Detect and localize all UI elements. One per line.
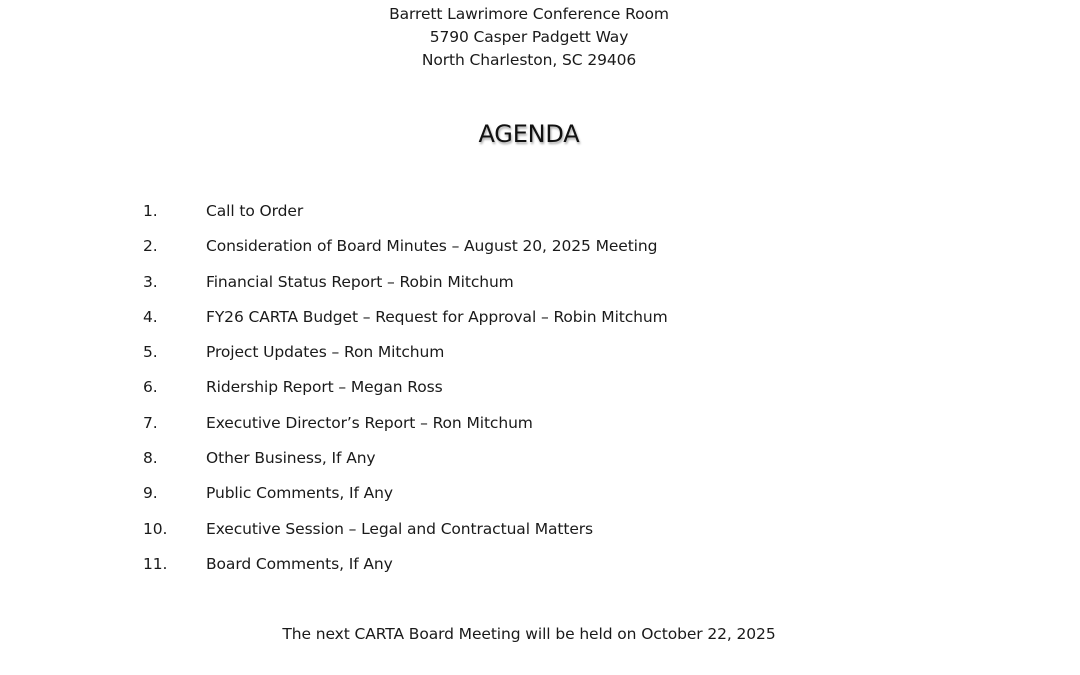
agenda-item	[0, 446, 1080, 481]
agenda-item-number: 5.	[143, 343, 158, 362]
agenda-item	[0, 481, 1080, 516]
agenda-item	[0, 517, 1080, 552]
agenda-item-text: Financial Status Report – Robin Mitchum	[206, 272, 514, 291]
agenda-item-number: 10.	[143, 519, 168, 538]
agenda-item-text: Project Updates – Ron Mitchum	[206, 343, 445, 362]
agenda-item	[0, 199, 1080, 234]
agenda-item-text: Public Comments, If Any	[206, 484, 393, 503]
address-street: 5790 Casper Padgett Way	[429, 28, 629, 46]
agenda-item-text: Board Comments, If Any	[206, 554, 393, 573]
agenda-item-number: 4.	[143, 307, 158, 326]
agenda-item	[0, 270, 1080, 305]
agenda-item-text: Executive Session – Legal and Contractual Matters	[206, 519, 594, 538]
agenda-item-text: Call to Order	[206, 202, 304, 220]
agenda-item-number: 1.	[143, 202, 158, 220]
agenda-item	[0, 552, 1080, 587]
address-city-state-zip: North Charleston, SC 29406	[421, 51, 637, 69]
agenda-item-text: Ridership Report – Megan Ross	[206, 378, 443, 397]
agenda-list	[0, 199, 1080, 587]
page-title: AGENDA	[478, 120, 580, 148]
address-venue: Barrett Lawrimore Conference Room	[389, 5, 669, 23]
agenda-item-number: 2.	[143, 237, 158, 256]
agenda-item	[0, 305, 1080, 340]
agenda-item	[0, 234, 1080, 269]
agenda-item-number: 9.	[143, 484, 158, 503]
agenda-item	[0, 411, 1080, 446]
agenda-item	[0, 375, 1080, 410]
agenda-item-number: 11.	[143, 554, 168, 573]
agenda-item-text: Executive Director’s Report – Ron Mitchum	[206, 413, 533, 432]
agenda-item-text: Consideration of Board Minutes – August 20, 2025 Meeting	[206, 237, 658, 256]
agenda-item	[0, 340, 1080, 375]
agenda-item-number: 7.	[143, 413, 158, 432]
next-meeting-notice: The next CARTA Board Meeting will be held on October 22, 2025	[282, 625, 776, 643]
agenda-item-text: FY26 CARTA Budget – Request for Approval – Robin Mitchum	[206, 307, 668, 326]
agenda-item-number: 3.	[143, 272, 158, 291]
agenda-item-number: 6.	[143, 378, 158, 397]
agenda-item-text: Other Business, If Any	[206, 449, 376, 468]
agenda-item-number: 8.	[143, 449, 158, 468]
